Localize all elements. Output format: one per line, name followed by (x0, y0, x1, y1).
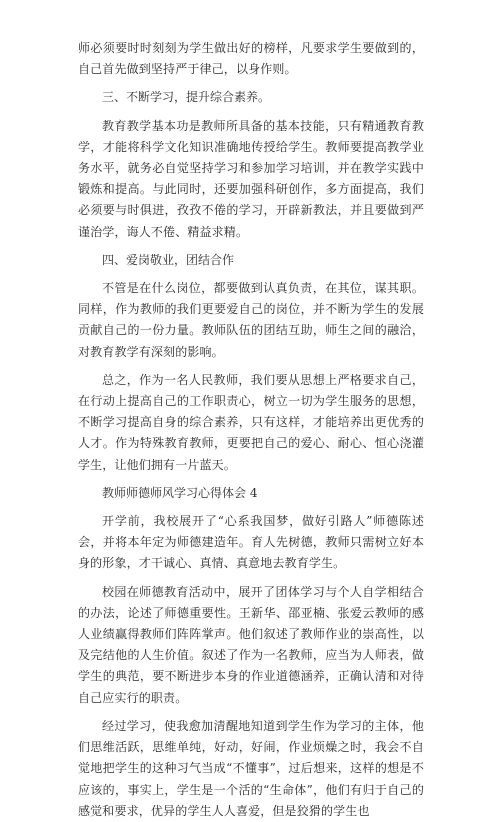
paragraph-school-start: 开学前，我校展开了“心系我国梦，做好引路人”师德陈述会，并将本年定为师德建造年。育人先树德，教师只需树立好本身的形象，才干诚心、真情、真意地去教育学生。 (78, 514, 424, 571)
paragraph-reflection: 经过学习，使我愈加清醒地知道到学生作为学习的主体，他们思维活跃，思维单纯，好动，好闹，作业烦燥之时，我会不自觉地把学生的这种习气当成“不懂事”，过后想来，这样的想是不应该的，事实上，学生是一个活的“生命体”，他们有归于自己的感觉和要求，优异的学生人人喜爱，但是狡猾的学生也 (78, 718, 424, 818)
article-title-4: 教师师德师风学习心得体会 4 (102, 485, 258, 500)
paragraph-summary: 总之，作为一名人民教师，我们要从思想上严格要求自己，在行动上提高自己的工作职责心，树立一切为学生服务的思想，不断学习提高自身的综合素养，只有这样，才能培养出更优秀的人才。作为特殊教育教师，更要把自己的爱心、耐心、恒心浇灌学生，让他们拥有一片蓝天。 (78, 372, 424, 472)
paragraph-continuation: 师必须要时时刻刻为学生做出好的榜样，凡要求学生要做到的，自己首先做到坚持严于律己，以身作则。 (78, 41, 424, 77)
section-heading-4: 四、爱岗敬业，团结合作 (102, 252, 235, 267)
paragraph-teaching-skills: 教育教学基本功是教师所具备的基本技能，只有精通教育教学，才能将科学文化知识准确地传授给学生。教师要提高教学业务水平，就务必自觉坚持学习和参加学习培训，并在教学实践中锻炼和提高。与此同时，还要加强科研创作，多方面提高，我们必须要与时俱进，孜孜不倦的学习，开辟新教法，并且要做到严谨治学，诲人不倦、精益求精。 (78, 118, 424, 239)
paragraph-campus-activity: 校园在师德教育活动中，展开了团体学习与个人自学相结合的办法，论述了师德重要性。王新华、邵亚楠、张爱云教师的感人业绩赢得教师们阵阵掌声。他们叙述了教师作业的崇高性，以及完结他的人生价值。叙述了作为一名教师，应当为人师表，做学生的典范，要不断进步本身的作业道德涵养，正确认清和对待自己应实行的职责。 (78, 584, 424, 705)
section-heading-3: 三、不断学习，提升综合素养。 (102, 90, 271, 105)
document-body (78, 38, 424, 822)
paragraph-dedication: 不管是在什么岗位，都要做到认真负责，在其位，谋其职。同样，作为教师的我们更要爱自己的岗位，并不断为学生的发展贡献自己的一份力量。教师队伍的团结互助，师生之间的融洽，对教育教学有深刻的影响。 (78, 281, 424, 359)
